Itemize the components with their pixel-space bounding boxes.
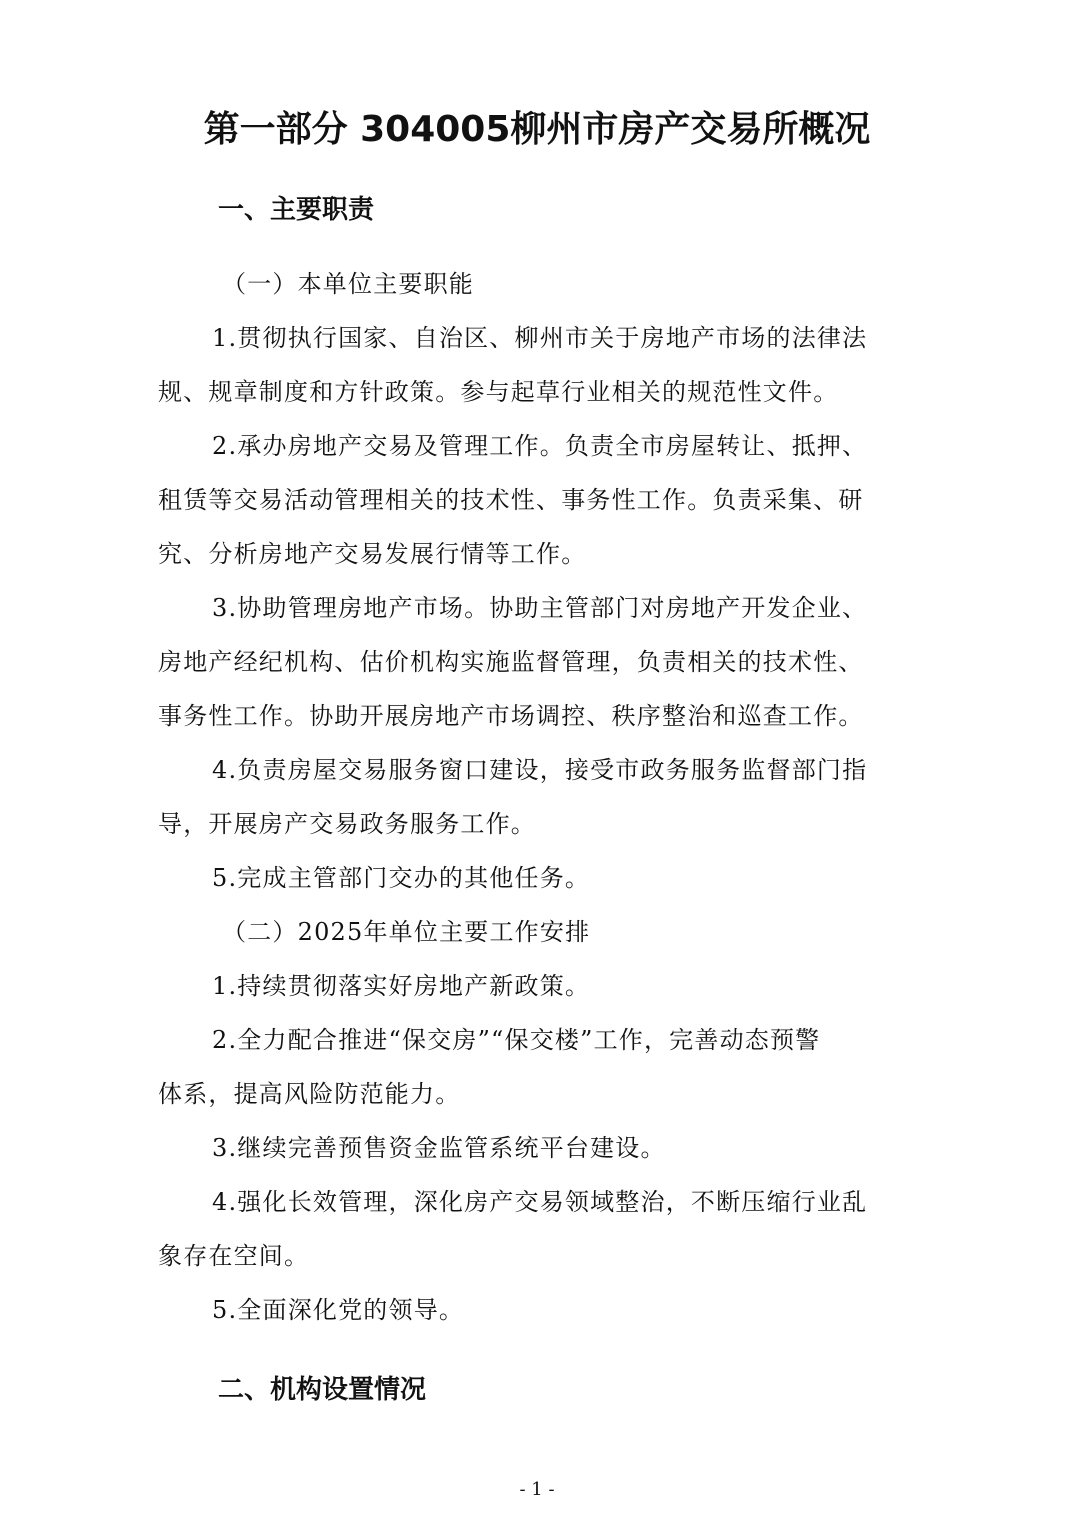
task-1-line-1: 1.持续贯彻落实好房地产新政策。: [212, 972, 591, 1000]
task-2-line-2: 体系，提高风险防范能力。: [158, 1080, 461, 1108]
task-2-line-1: 2.全力配合推进“保交房”“保交楼”工作，完善动态预警: [212, 1026, 821, 1054]
function-3-line-2: 房地产经纪机构、估价机构实施监督管理，负责相关的技术性、: [158, 648, 864, 676]
section-heading-organization: 二、机构设置情况: [218, 1375, 427, 1405]
function-5-line-1: 5.完成主管部门交办的其他任务。: [212, 864, 591, 892]
function-2-line-3: 究、分析房地产交易发展行情等工作。: [158, 540, 587, 568]
page-number: - 1 -: [519, 1479, 555, 1500]
subsection-heading-functions: （一）本单位主要职能: [222, 270, 474, 298]
function-2-line-2: 租赁等交易活动管理相关的技术性、事务性工作。负责采集、研: [158, 486, 864, 514]
function-4-line-1: 4.负责房屋交易服务窗口建设，接受市政务服务监督部门指: [212, 756, 868, 784]
section-heading-main-duties: 一、主要职责: [218, 195, 375, 225]
function-3-line-1: 3.协助管理房地产市场。协助主管部门对房地产开发企业、: [212, 594, 868, 622]
task-4-line-1: 4.强化长效管理，深化房产交易领域整治，不断压缩行业乱: [212, 1188, 868, 1216]
page-title: 第一部分 304005柳州市房产交易所概况: [203, 109, 871, 150]
function-3-line-3: 事务性工作。协助开展房地产市场调控、秩序整治和巡查工作。: [158, 702, 864, 730]
task-4-line-2: 象存在空间。: [158, 1242, 310, 1270]
function-2-line-1: 2.承办房地产交易及管理工作。负责全市房屋转让、抵押、: [212, 432, 868, 460]
task-5-line-1: 5.全面深化党的领导。: [212, 1296, 465, 1324]
task-3-line-1: 3.继续完善预售资金监管系统平台建设。: [212, 1134, 666, 1162]
function-1-line-1: 1.贯彻执行国家、自治区、柳州市关于房地产市场的法律法: [212, 324, 868, 352]
subsection-heading-2025-work: （二）2025年单位主要工作安排: [222, 918, 591, 946]
function-1-line-2: 规、规章制度和方针政策。参与起草行业相关的规范性文件。: [158, 378, 839, 406]
function-4-line-2: 导，开展房产交易政务服务工作。: [158, 810, 536, 838]
